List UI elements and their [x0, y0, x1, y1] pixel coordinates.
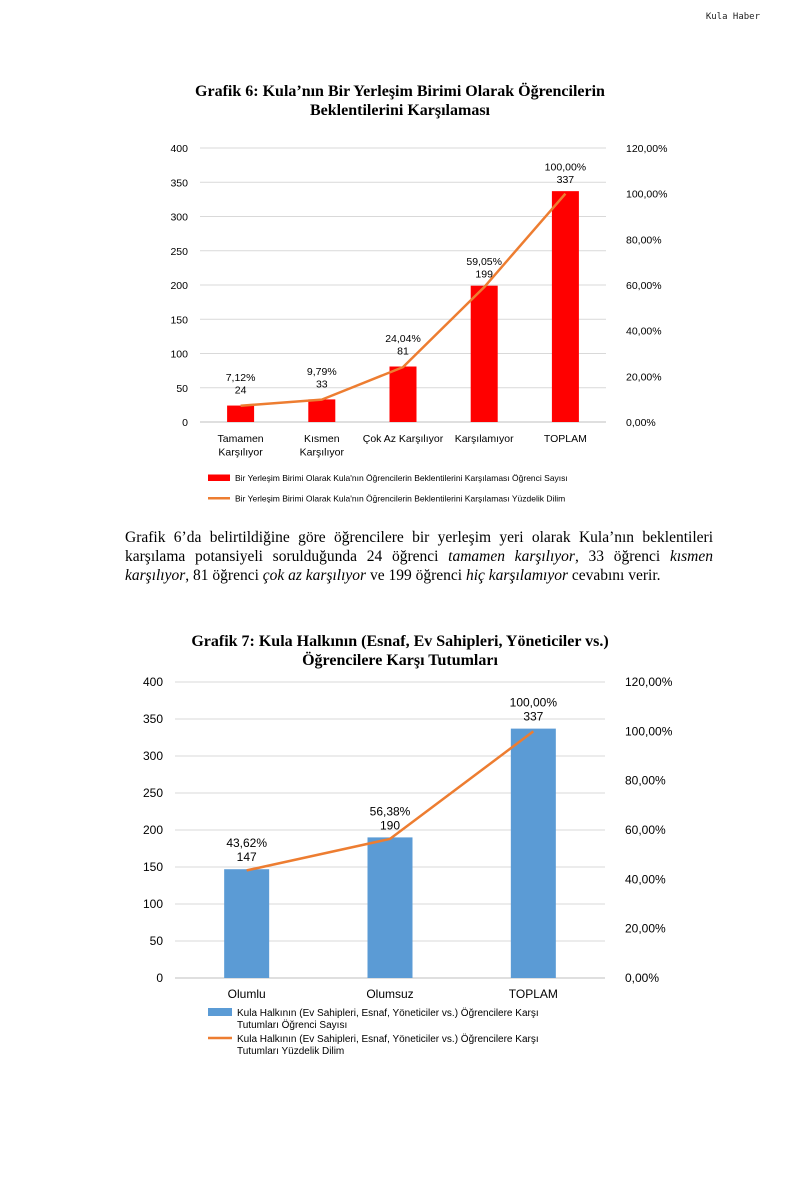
chart6-bar	[471, 286, 498, 422]
chart7-y-tick-label: 350	[142, 712, 163, 726]
paragraph-text: Grafik 6’da belirtildiğine göre öğrencilere bir yerleşim yeri olarak Kula’nın beklentileri karşılama potansiyeli sorulduğunda 24 öğrenci	[125, 529, 713, 565]
chart6-y-tick-label: 200	[170, 280, 188, 292]
chart6-y-tick-label: 50	[176, 382, 188, 395]
chart6-legend-label-line: Bir Yerleşim Birimi Olarak Kula'nın Öğrencilerin Beklentilerini Karşılaması Yüzdelik Dilim	[235, 493, 566, 504]
chart7-y2-tick-label: 100,00%	[625, 724, 673, 739]
chart6-y2-tick-label: 100,00%	[626, 188, 668, 201]
chart7-y-tick-label: 0	[156, 971, 163, 985]
paragraph-text: cevabını verir.	[567, 567, 661, 584]
chart6-y-tick-label: 400	[170, 143, 188, 155]
chart7-line-value-label: 100,00%	[509, 695, 558, 710]
chart7-category-label: Olumsuz	[366, 987, 414, 1001]
paragraph-text: ve 199 öğrenci	[366, 567, 466, 584]
chart7-legend-label-line: Tutumları Yüzdelik Dilim	[237, 1046, 345, 1057]
chart6-bar	[390, 367, 417, 422]
chart6-y2-tick-label: 20,00%	[626, 371, 662, 384]
chart6-y2-tick-label: 0,00%	[626, 417, 656, 429]
chart7-line-value-label: 43,62%	[226, 836, 268, 851]
chart6-legend-label-bar: Bir Yerleşim Birimi Olarak Kula'nın Öğrencilerin Beklentilerini Karşılaması Öğrenci Sayısı	[235, 473, 568, 483]
chart7-category-label: TOPLAM	[508, 987, 558, 1001]
chart6-bar	[308, 399, 335, 422]
paragraph-emphasis: çok az karşılıyor	[262, 567, 367, 584]
paragraph-emphasis: kısmen karşılıyor	[125, 548, 713, 584]
chart7-title	[0, 632, 800, 670]
chart7-line-value-label: 56,38%	[369, 804, 411, 819]
paragraph-emphasis: hiç karşılamıyor	[465, 567, 568, 584]
chart6-legend-swatch-bar	[208, 475, 230, 482]
chart6-plot	[0, 0, 800, 520]
chart7-y-tick-label: 150	[142, 860, 163, 874]
paragraph-emphasis: tamamen karşılıyor	[448, 548, 575, 565]
chart7-bar-value-label: 190	[379, 818, 401, 833]
chart7-category-label: Olumlu	[227, 987, 266, 1001]
chart7-y-tick-label: 100	[142, 897, 163, 911]
chart6-y2-tick-label: 40,00%	[626, 325, 662, 338]
paragraph-text: , 81 öğrenci	[185, 567, 263, 584]
chart6-bar	[552, 191, 579, 422]
paragraph-text: , 33 öğrenci	[574, 548, 670, 565]
chart7-bar	[511, 729, 556, 978]
chart7-legend-swatch-bar	[208, 1008, 232, 1016]
chart6-category-label: TOPLAM	[543, 433, 587, 445]
chart6-category-label: Karşılıyor	[299, 446, 344, 459]
chart7-bar-value-label: 147	[236, 850, 257, 865]
chart6-category-label: Karşılıyor	[218, 446, 263, 459]
chart7-y-tick-label: 200	[142, 823, 163, 837]
chart6-line-value-label: 100,00%	[544, 161, 587, 174]
chart6-bar	[227, 406, 254, 422]
chart7-y-tick-label: 300	[142, 749, 163, 763]
chart7-plot	[0, 670, 800, 1090]
chart6-y-tick-label: 150	[170, 314, 188, 327]
body-paragraph	[125, 528, 713, 585]
chart6-bar-value-label: 199	[475, 268, 493, 281]
chart6-title-line2: Beklentilerini Karşılaması	[310, 102, 490, 119]
chart7-bar	[224, 869, 269, 978]
chart6-category-label: Kısmen	[303, 433, 340, 445]
chart7-title-line2: Öğrencilere Karşı Tutumları	[302, 652, 498, 669]
chart6-y-tick-label: 250	[170, 245, 188, 258]
chart7-legend-label-bar: Tutumları Öğrenci Sayısı	[237, 1020, 348, 1031]
chart6-y-tick-label: 350	[170, 177, 188, 190]
chart7-y2-tick-label: 60,00%	[625, 823, 666, 837]
chart7-y-tick-label: 400	[142, 675, 163, 689]
chart7-y-tick-label: 250	[142, 786, 163, 800]
chart6-category-label: Çok Az Karşılıyor	[362, 433, 444, 445]
chart6-category-label: Karşılamıyor	[454, 433, 514, 445]
chart6-line-value-label: 7,12%	[225, 372, 256, 385]
chart6-bar-value-label: 337	[556, 174, 575, 187]
chart6-line-value-label: 59,05%	[466, 256, 503, 269]
chart7-bar	[368, 837, 413, 978]
chart7-y2-tick-label: 40,00%	[625, 872, 666, 887]
chart6-bar-value-label: 24	[234, 384, 247, 397]
chart7-bar-value-label: 337	[523, 709, 544, 724]
chart7-y2-tick-label: 120,00%	[625, 675, 673, 689]
chart7-title-line1: Grafik 7: Kula Halkının (Esnaf, Ev Sahipleri, Yöneticiler vs.)	[191, 633, 609, 650]
chart6-y-tick-label: 100	[170, 348, 188, 361]
chart7-legend-label-line: Kula Halkının (Ev Sahipleri, Esnaf, Yöneticiler vs.) Öğrencilere Karşı	[237, 1034, 539, 1045]
chart6-y2-tick-label: 120,00%	[626, 143, 668, 155]
chart6-title-line1: Grafik 6: Kula’nın Bir Yerleşim Birimi Olarak Öğrencilerin	[195, 83, 605, 100]
chart6-y-tick-label: 300	[170, 211, 188, 224]
chart6-line-value-label: 9,79%	[306, 365, 337, 378]
chart7-y-tick-label: 50	[149, 934, 163, 948]
chart6-line-value-label: 24,04%	[385, 333, 421, 346]
chart6-bar-value-label: 81	[397, 345, 409, 358]
chart7-y2-tick-label: 80,00%	[625, 773, 666, 788]
chart6-y2-tick-label: 60,00%	[626, 280, 662, 292]
chart7-y2-tick-label: 0,00%	[625, 971, 660, 985]
chart7-y2-tick-label: 20,00%	[625, 921, 666, 936]
chart6-y2-tick-label: 80,00%	[626, 234, 662, 247]
chart6-category-label: Tamamen	[217, 433, 264, 445]
chart7-legend-label-bar: Kula Halkının (Ev Sahipleri, Esnaf, Yöneticiler vs.) Öğrencilere Karşı	[237, 1008, 539, 1019]
chart6-y-tick-label: 0	[182, 417, 188, 429]
chart6-bar-value-label: 33	[315, 378, 328, 391]
site-label: Kula Haber	[705, 12, 760, 22]
